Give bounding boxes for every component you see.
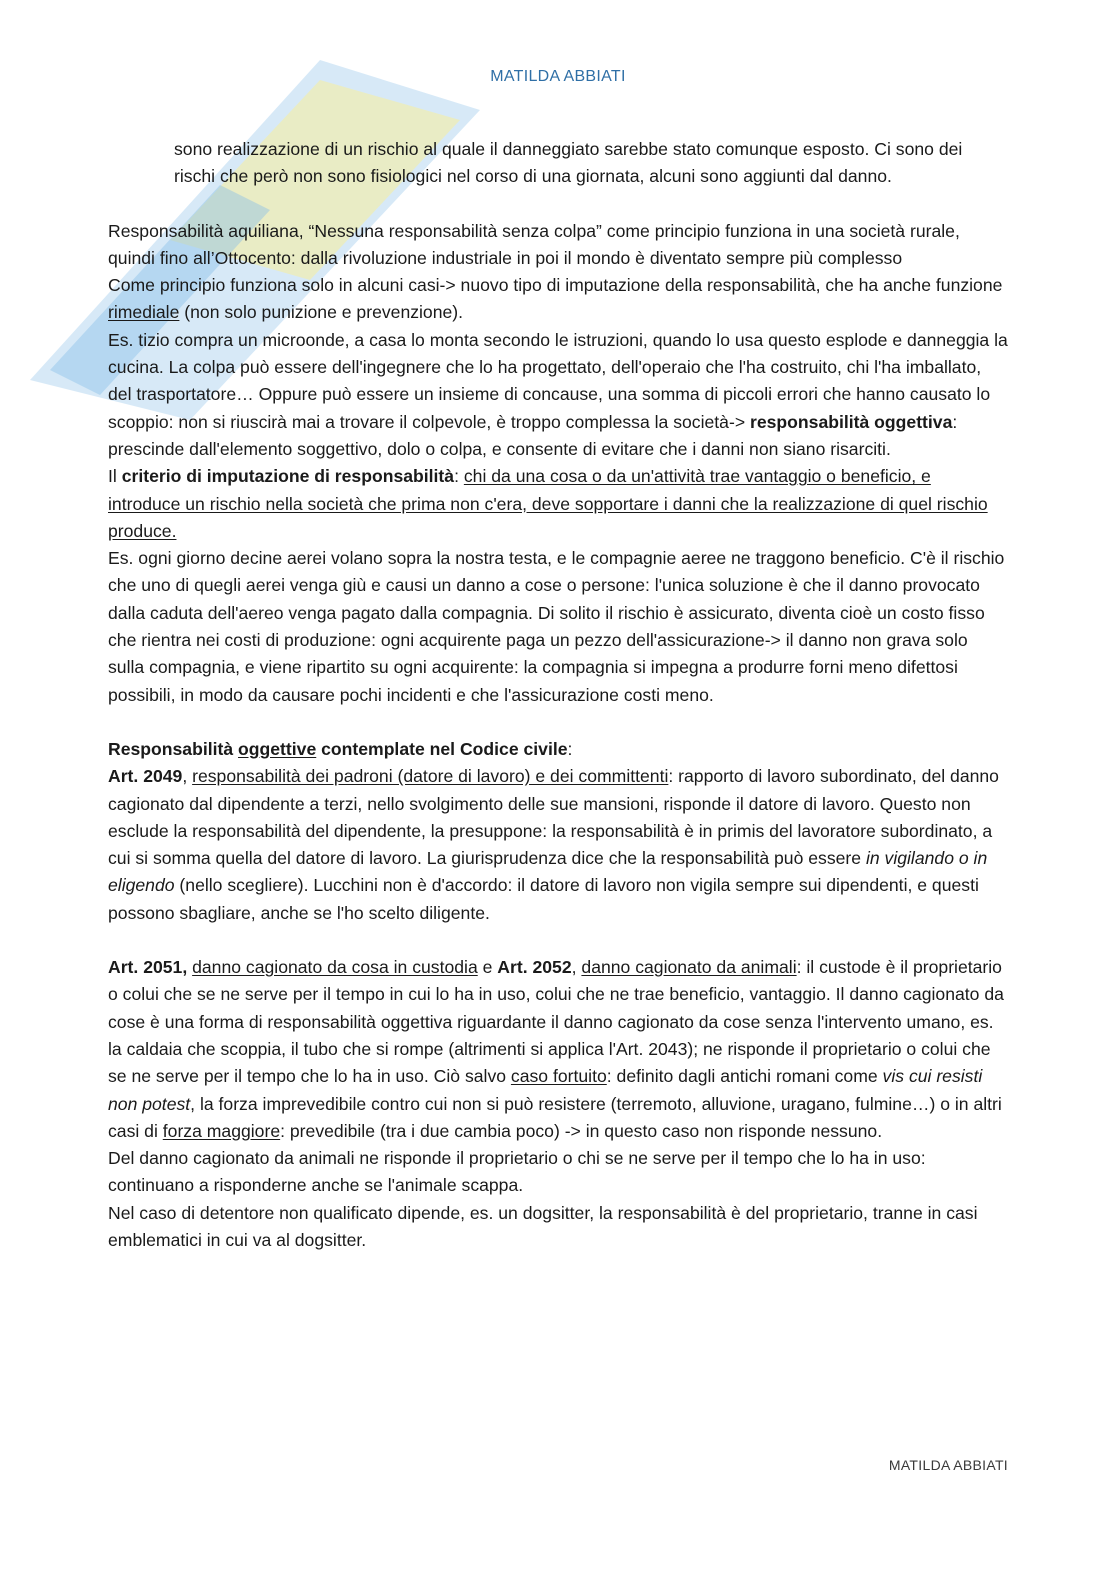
underlined-article-title: responsabilità dei padroni (datore di lavoro) e dei committenti (192, 766, 669, 787)
underlined-caso-fortuito: caso fortuito (510, 1066, 607, 1087)
paragraph-responsabilita-aquiliana: Responsabilità aquiliana, “Nessuna responsabilità senza colpa” come principio funziona in una società rurale, quindi fino all’Ottocento: dalla rivoluzione industriale in poi il mondo è diventato sempre più complesso (108, 220, 960, 268)
text-run: , (571, 957, 582, 978)
paragraph-example-microonde (108, 327, 1008, 463)
heading-underlined-oggettive: oggettive (238, 738, 317, 759)
paragraph-danno-animali: Del danno cagionato da animali ne risponde il proprietario o chi se ne serve per il tempo che lo ha in uso: continuano a risponderne anche se l'animale scappa. (108, 1148, 926, 1196)
paragraph-detentore: Nel caso di detentore non qualificato dipende, es. un dogsitter, la responsabilità è del proprietario, tranne in casi emblematici in cui va al dogsitter. (108, 1202, 978, 1250)
text-run: : (454, 466, 464, 487)
underlined-definition: chi da una cosa o da un'attività trae vantaggio o beneficio, e introduce un rischio nella società che prima non c'era, deve sopportare i danni che la realizzazione di quel rischio produce. (108, 466, 988, 541)
heading-text: Responsabilità (108, 738, 239, 759)
article-ref-2051: Art. 2051, (108, 957, 188, 978)
section-heading-responsabilita-oggettive (108, 736, 1008, 763)
paragraph-criterio-imputazione (108, 463, 1008, 545)
text-run: e (477, 957, 498, 978)
text-run: Come principio funziona solo in alcuni casi-> nuovo tipo di imputazione della responsabilità, che ha anche funzione (108, 275, 1003, 296)
bold-term-criterio: criterio di imputazione di responsabilità (121, 466, 455, 487)
italic-latin-phrase: in vigilando o in eligendo (108, 848, 988, 896)
text-run: , (182, 766, 193, 787)
underlined-danno-animali: danno cagionato da animali (581, 957, 797, 978)
article-ref-2049: Art. 2049 (108, 766, 183, 787)
text-run: Il (108, 466, 122, 487)
text-run: : rapporto di lavoro subordinato, del danno cagionato dal dipendente a terzi, nello svolgimento delle sue mansioni, risponde il datore di lavoro. Questo non esclude la responsabilità del dipendente, la presuppone: la responsabilità è in primis del lavoratore subordinato, a cui si somma quella del datore di lavoro. La giurisprudenza dice che la responsabilità può essere (108, 766, 999, 869)
paragraph-example-aerei: Es. ogni giorno decine aerei volano sopra la nostra testa, e le compagnie aeree ne traggono beneficio. C'è il rischio che uno di quegli aerei venga giù e causi un danno a cose o persone: l'unica soluzione è che il danno provocato dalla caduta dell'aereo venga pagato dalla compagnia. Di solito il rischio è assicurato, diventa cioè un costo fisso che rientra nei costi di produzione: ogni acquirente paga un pezzo dell'assicurazione-> il danno non grava solo sulla compagnia, e viene ripartito su ogni acquirente: la compagnia si impegna a produrre forni meno difettosi possibili, in modo da causare pochi incidenti e che l'assicurazione costi meno. (108, 548, 1005, 705)
text-run: : il custode è il proprietario o colui che se ne serve per il tempo in cui lo ha in uso, colui che ne trae beneficio, vantaggio. Il danno cagionato da cose è una forma di responsabilità oggettiva riguardante il danno cagionato da cose senza l'intervento umano, es. la caldaia che scoppia, il tubo che si rompe (altrimenti si applica l'Art. 2043); ne risponde il proprietario o colui che se ne serve per il tempo che lo ha in uso. Ciò salvo (108, 957, 1004, 1087)
paragraph-continuation: sono realizzazione di un rischio al quale il danneggiato sarebbe stato comunque esposto. Ci sono dei rischi che però non sono fisiologici nel corso di una giornata, alcuni sono aggiunti dal danno. (174, 139, 963, 187)
underlined-forza-maggiore: forza maggiore (162, 1120, 281, 1141)
paragraph-art-2049 (108, 763, 1008, 927)
text-run: : definito dagli antichi romani come (606, 1066, 883, 1087)
text-run: : prescinde dall'elemento soggettivo, dolo o colpa, e consente di evitare che i danni non siano risarciti. (108, 411, 958, 459)
page-footer: MATILDA ABBIATI (888, 1457, 1008, 1473)
heading-colon: : (567, 738, 573, 759)
text-run: , la forza imprevedibile contro cui non si può resistere (terremoto, alluvione, uragano, fulmine…) o in altri casi di (108, 1093, 1002, 1141)
text-run: (nello scegliere). Lucchini non è d'accordo: il datore di lavoro non vigila sempre sui dipendenti, e questi possono sbagliare, anche se l'ho scelto diligente. (108, 875, 979, 923)
text-run: (non solo punizione e prevenzione). (179, 302, 464, 323)
bold-term-responsabilita-oggettiva: responsabilità oggettiva (750, 411, 953, 432)
text-run: : prevedibile (tra i due cambia poco) -> in questo caso non risponde nessuno. (280, 1120, 883, 1141)
paragraph-nuovo-tipo-imputazione (108, 272, 1008, 327)
heading-text: contemplate nel Codice civile (316, 738, 568, 759)
article-ref-2052: Art. 2052 (497, 957, 572, 978)
italic-latin-phrase: vis cui resisti non potest (108, 1066, 983, 1114)
document-body (108, 136, 1008, 1254)
underlined-term-rimediale: rimediale (108, 302, 180, 323)
paragraph-art-2051-2052 (108, 954, 1008, 1145)
page-header: MATILDA ABBIATI (490, 68, 626, 85)
text-run: Es. tizio compra un microonde, a casa lo monta secondo le istruzioni, quando lo usa questo esplode e danneggia la cucina. La colpa può essere dell'ingegnere che lo ha progettato, dell'operaio che l'ha costruito, chi l'ha imballato, del trasportatore… Oppure può essere un insieme di concause, una somma di piccoli errori che hanno causato lo scoppio: non si riuscirà mai a trovare il colpevole, è troppo complessa la società-> (108, 329, 1008, 432)
underlined-cosa-in-custodia: danno cagionato da cosa in custodia (192, 957, 478, 978)
